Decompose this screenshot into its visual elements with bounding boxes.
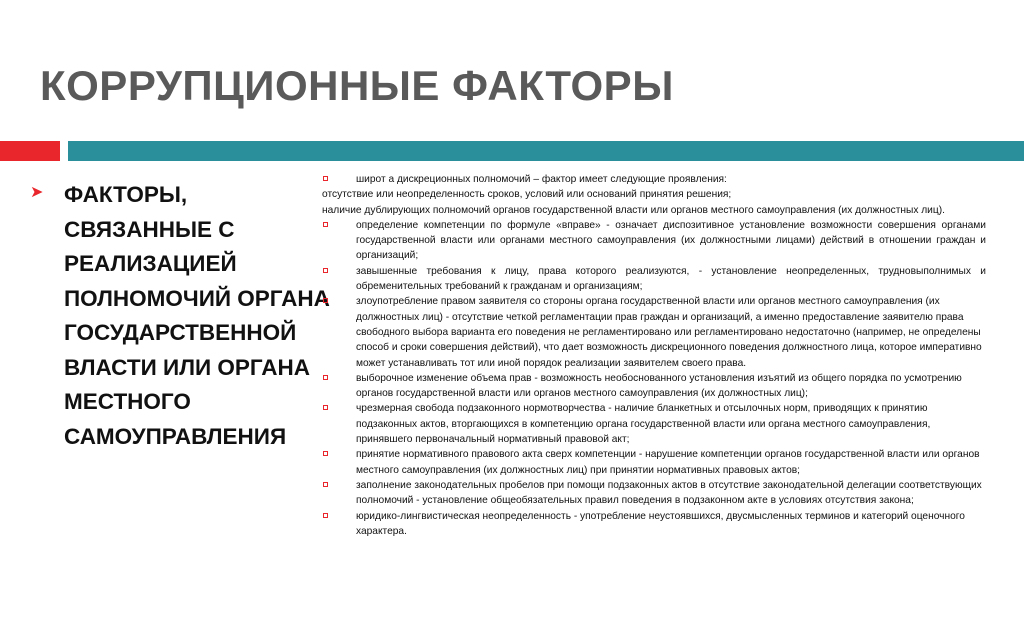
square-bullet-icon: [323, 268, 328, 273]
list-item-text: принятие нормативного правового акта сверх компетенции - нарушение компетенции органов государственной власти или органов местного самоуправления (их должностных лиц) при принятии нормативных правовых актов;: [356, 449, 980, 476]
square-bullet-icon: [323, 375, 328, 380]
list-item-plain: отсутствие или неопределенность сроков, условий или оснований принятия решения;: [322, 189, 732, 201]
accent-bar-red: [0, 141, 60, 161]
list-item: [322, 264, 986, 295]
square-bullet-icon: [323, 405, 328, 410]
list-item-text: чрезмерная свобода подзаконного нормотворчества - наличие бланкетных и отсылочных норм, приводящих к принятию подзаконных актов, вторгающихся в компетенцию органа государственной власти или органа местного самоуправления, принявшего первоначальный нормативный правовой акт;: [356, 403, 931, 446]
arrow-bullet-icon: ➤: [30, 184, 44, 201]
factors-heading: ФАКТОРЫ, СВЯЗАННЫЕ С РЕАЛИЗАЦИЕЙ ПОЛНОМОЧИЙ ОРГАНА ГОСУДАРСТВЕННОЙ ВЛАСТИ ИЛИ ОРГАНА МЕСТНОГО САМОУПРАВЛЕНИЯ: [64, 182, 330, 449]
square-bullet-icon: [323, 513, 328, 518]
list-item-text: определение компетенции по формуле «вправе» - означает диспозитивное установление возможности совершения органами государственной власти или органами местного самоуправления (их должностными лицами) действий в отношении граждан и организаций;: [356, 219, 986, 262]
left-column: [30, 178, 330, 454]
square-bullet-icon: [323, 222, 328, 227]
list-item-text: выборочное изменение объема прав - возможность необоснованного установления изъятий из общего порядка по усмотрению органов государственной власти или органов местного самоуправления (их должностных лиц);: [356, 372, 962, 400]
square-bullet-icon: [323, 176, 328, 181]
list-item: [322, 218, 986, 264]
list-item-text: завышенные требования к лицу, права которого реализуются, - установление неопределенных, трудновыполнимых и обременительных требований к гражданам и организациям;: [356, 265, 986, 293]
list-item: [322, 478, 986, 509]
square-bullet-icon: [323, 298, 328, 303]
list-item: [322, 172, 986, 187]
square-bullet-icon: [323, 482, 328, 487]
list-item: [322, 294, 986, 370]
list-item: [322, 401, 986, 447]
square-bullet-icon: [323, 451, 328, 456]
list-item-text: юридико-лингвистическая неопределенность - употребление неустоявшихся, двусмысленных терминов и категорий оценочного характера.: [356, 510, 965, 537]
list-item-text: широт а дискреционных полномочий – фактор имеет следующие проявления:: [356, 174, 727, 185]
list-item-text: злоупотребление правом заявителя со стороны органа государственной власти или органов местного самоуправления (их должностных лиц) - отсутствие четкой регламентации прав граждан и организаций, а именно предоставление заявителю права свободного выбора варианта его поведения не регламентировано или регламентировано недостаточно (например, не определены способ и сроки совершения действий), что дает возможность дискреционного поведения должностного лица, которое императивно может устанавливать тот или иной порядок реализации заявителем своего права.: [356, 296, 982, 369]
factors-list: [322, 172, 986, 539]
list-item: [322, 447, 986, 478]
list-item: [322, 509, 986, 540]
list-item-text: заполнение законодательных пробелов при помощи подзаконных актов в отсутствие законодательной делегации соответствующих полномочий - установление общеобязательных правил поведения в подзаконном акте в условиях отсутствия закона;: [356, 479, 982, 507]
list-item-plain: наличие дублирующих полномочий органов государственной власти или органов местного самоуправления (их должностных лиц).: [322, 204, 945, 216]
list-item: [322, 371, 986, 402]
accent-bar-teal: [68, 141, 1024, 161]
slide-title: КОРРУПЦИОННЫЕ ФАКТОРЫ: [40, 62, 674, 109]
